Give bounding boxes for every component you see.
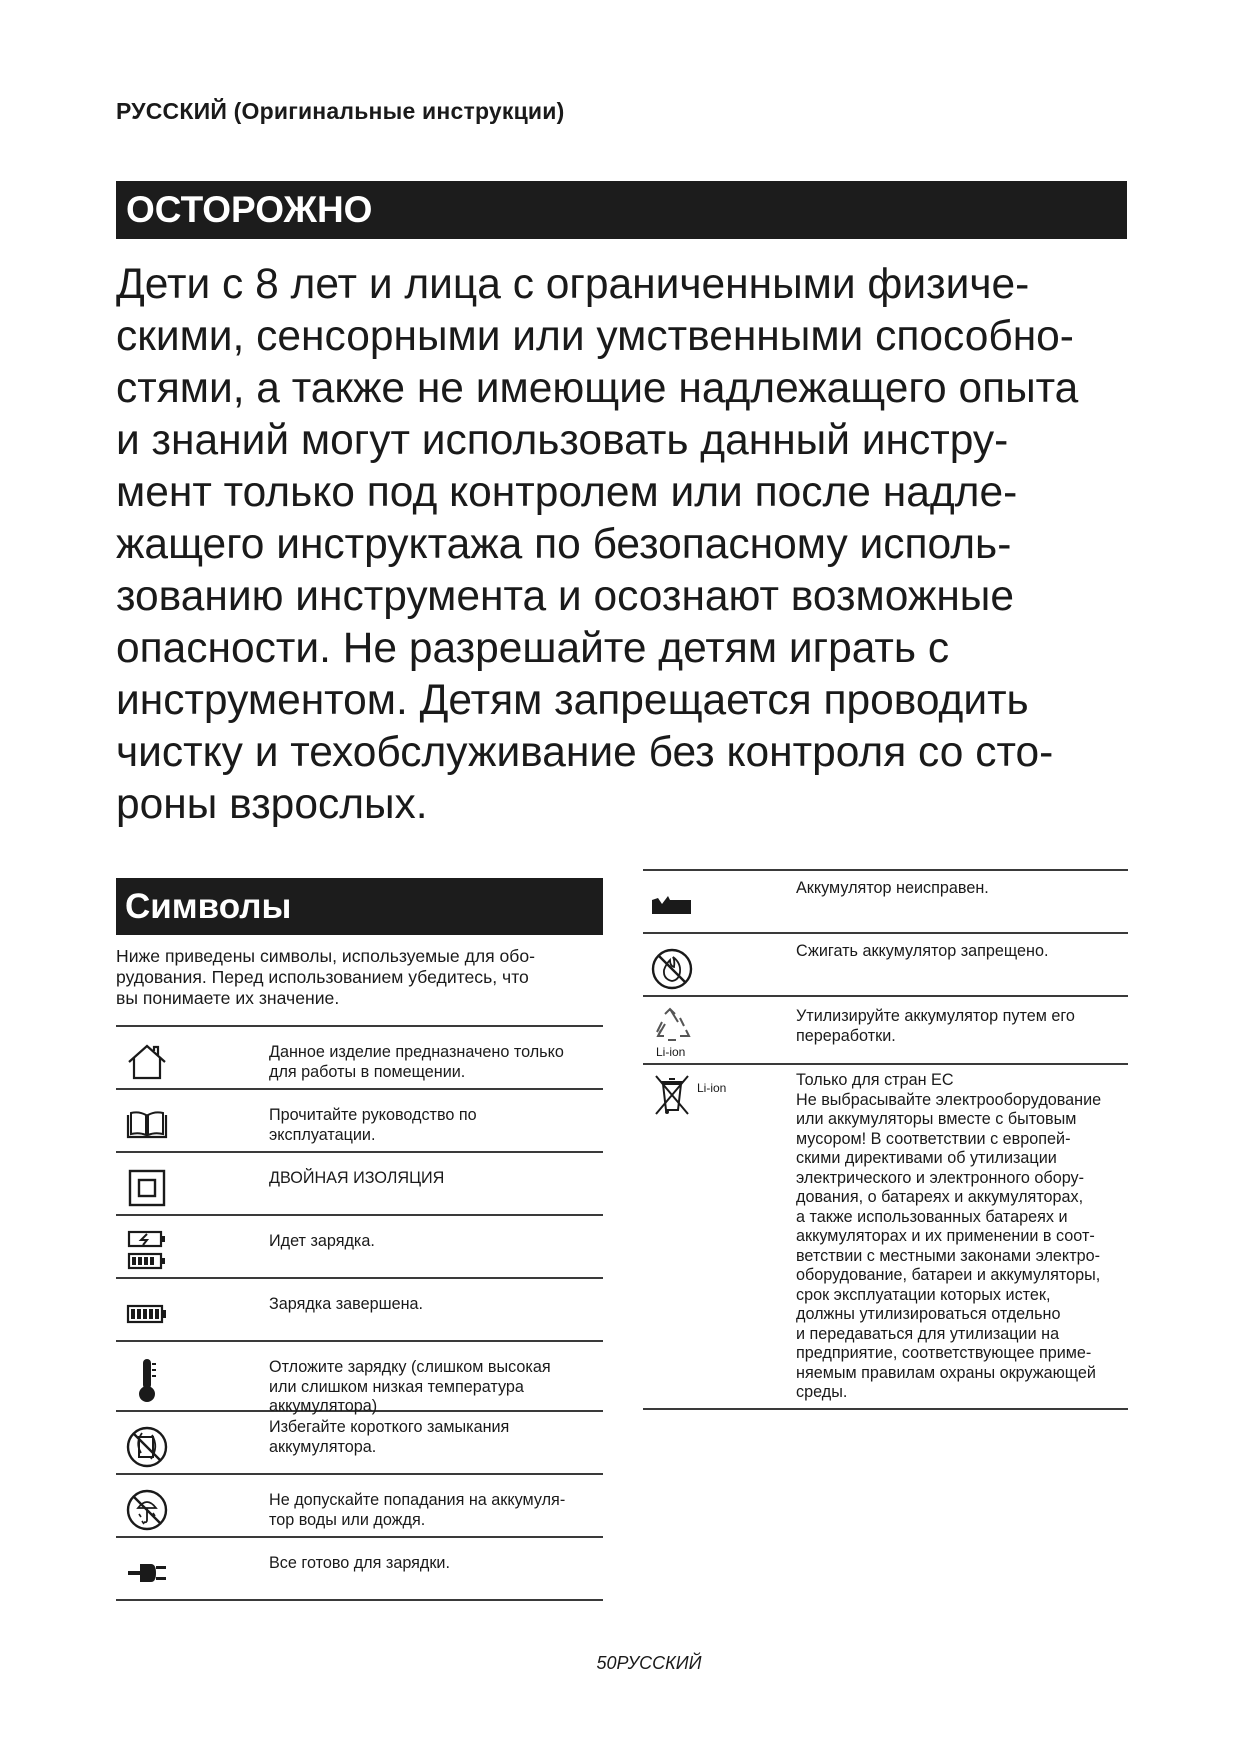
desc-line: для работы в помещении.	[269, 1062, 466, 1081]
symbols-intro	[116, 946, 616, 1009]
desc-line: Не допускайте попадания на аккумуля-	[269, 1491, 566, 1509]
desc-line: Отложите зарядку (слишком высокая	[269, 1358, 551, 1376]
symbol-row	[116, 1342, 603, 1415]
desc-line: или аккумуляторы вместе с бытовым	[796, 1110, 1077, 1128]
language-header: РУССКИЙ (Оригинальные инструкции)	[116, 98, 565, 124]
symbol-description	[796, 1071, 1101, 1403]
symbol-row	[116, 1090, 603, 1153]
symbol-description	[269, 1043, 564, 1082]
no-water-icon	[124, 1487, 170, 1533]
desc-line: дования, о батареях и аккумуляторах,	[796, 1188, 1084, 1206]
thermometer-icon	[124, 1354, 170, 1406]
warning-title-bar: ОСТОРОЖНО	[116, 181, 1127, 239]
battery-full-icon	[124, 1291, 170, 1337]
warning-line: роны взрослых.	[116, 781, 428, 828]
symbol-row	[116, 1279, 603, 1342]
desc-line: скими директивами об утилизации	[796, 1149, 1057, 1167]
symbol-row	[643, 1065, 1128, 1410]
warning-line: стями, а также не имеющие надлежащего опыта	[116, 365, 1079, 412]
symbol-description	[269, 1418, 509, 1457]
desc-line: или слишком низкая температура	[269, 1377, 524, 1396]
desc-line: Только для стран ЕС	[796, 1071, 954, 1089]
desc-line: Утилизируйте аккумулятор путем его	[796, 1007, 1075, 1025]
desc-line: эксплуатации.	[269, 1125, 376, 1144]
warning-line: скими, сенсорными или умственными способно-	[116, 313, 1074, 360]
battery-fault-icon	[649, 881, 695, 927]
desc-line: предприятие, соответствующее приме-	[796, 1344, 1092, 1362]
symbol-description	[269, 1295, 423, 1315]
crossed-bin-icon	[649, 1071, 695, 1117]
book-icon	[124, 1102, 170, 1148]
symbol-row	[116, 1216, 603, 1279]
no-short-circuit-icon	[124, 1424, 170, 1470]
symbol-row	[643, 934, 1128, 997]
symbol-description	[269, 1169, 444, 1189]
battery-charging-icon	[124, 1228, 170, 1274]
recycle-icon	[649, 1003, 695, 1049]
plug-icon	[124, 1550, 170, 1596]
house-icon	[124, 1039, 170, 1085]
warning-line: опасности. Не разрешайте детям играть с	[116, 625, 950, 672]
double-insulation-icon	[124, 1165, 170, 1211]
symbol-row	[116, 1475, 603, 1538]
symbol-description	[269, 1491, 565, 1530]
desc-line: ветствии с местными законами электро-	[796, 1246, 1101, 1265]
liion-label: Li-ion	[697, 1081, 727, 1095]
desc-line: а также использованных батареях и	[796, 1207, 1068, 1226]
symbol-description	[269, 1554, 450, 1574]
symbol-description	[269, 1358, 551, 1417]
desc-line: Сжигать аккумулятор запрещено.	[796, 942, 1049, 960]
desc-line: Данное изделие предназначено только	[269, 1043, 564, 1061]
warning-line: чистку и техобслуживание без контроля со сто-	[116, 729, 1054, 776]
desc-line: Не выбрасывайте электрооборудование	[796, 1090, 1102, 1109]
warning-text	[116, 259, 1136, 831]
symbol-description	[796, 1007, 1075, 1046]
desc-line: и передаваться для утилизации на	[796, 1324, 1060, 1343]
warning-line: Дети с 8 лет и лица с ограниченными физиче-	[116, 261, 1030, 308]
desc-line: Идет зарядка.	[269, 1232, 375, 1250]
symbol-description	[269, 1232, 375, 1252]
warning-line: зованию инструмента и осознают возможные	[116, 573, 1014, 620]
intro-line: Ниже приведены символы, используемые для обо-	[116, 946, 536, 966]
liion-label: Li-ion	[656, 1045, 686, 1059]
desc-line: должны утилизироваться отдельно	[796, 1305, 1061, 1323]
symbol-row	[643, 997, 1128, 1065]
intro-line: рудования. Перед использованием убедитесь, что	[116, 967, 529, 987]
symbol-description	[796, 942, 1049, 962]
symbol-description	[269, 1106, 477, 1145]
desc-line: Прочитайте руководство по	[269, 1106, 477, 1124]
desc-line: няемым правилам охраны окружающей	[796, 1363, 1096, 1382]
warning-line: жащего инструктажа по безопасному исполь-	[116, 521, 1012, 568]
desc-line: среды.	[796, 1383, 848, 1401]
intro-line: вы понимаете их значение.	[116, 988, 340, 1008]
symbol-row	[643, 871, 1128, 934]
desc-line: аккумулятора)	[269, 1397, 378, 1415]
desc-line: оборудование, батареи и аккумуляторы,	[796, 1266, 1101, 1284]
symbol-description	[796, 879, 989, 899]
page-footer: 50РУССКИЙ	[596, 1653, 702, 1673]
desc-line: мусором! В соответствии с европей-	[796, 1129, 1071, 1148]
symbols-title-bar: Символы	[116, 878, 603, 935]
desc-line: тор воды или дождя.	[269, 1510, 426, 1529]
desc-line: срок эксплуатации которых истек,	[796, 1285, 1051, 1304]
symbol-row	[116, 1538, 603, 1601]
desc-line: переработки.	[796, 1026, 896, 1045]
desc-line: аккумулятора.	[269, 1437, 377, 1456]
no-fire-icon	[649, 946, 695, 992]
desc-line: аккумуляторах и их применении в соот-	[796, 1227, 1095, 1245]
symbol-row	[116, 1153, 603, 1216]
desc-line: ДВОЙНАЯ ИЗОЛЯЦИЯ	[269, 1169, 445, 1187]
desc-line: Зарядка завершена.	[269, 1295, 424, 1313]
warning-line: и знаний могут использовать данный инстру-	[116, 417, 1009, 464]
symbol-row	[116, 1412, 603, 1475]
desc-line: Все готово для зарядки.	[269, 1554, 450, 1572]
warning-line: инструментом. Детям запрещается проводить	[116, 677, 1029, 724]
symbol-row	[116, 1027, 603, 1090]
desc-line: электрического и электронного обору-	[796, 1168, 1085, 1187]
desc-line: Избегайте короткого замыкания	[269, 1418, 510, 1436]
warning-line: мент только под контролем или после надле-	[116, 469, 1018, 516]
desc-line: Аккумулятор неисправен.	[796, 879, 989, 897]
